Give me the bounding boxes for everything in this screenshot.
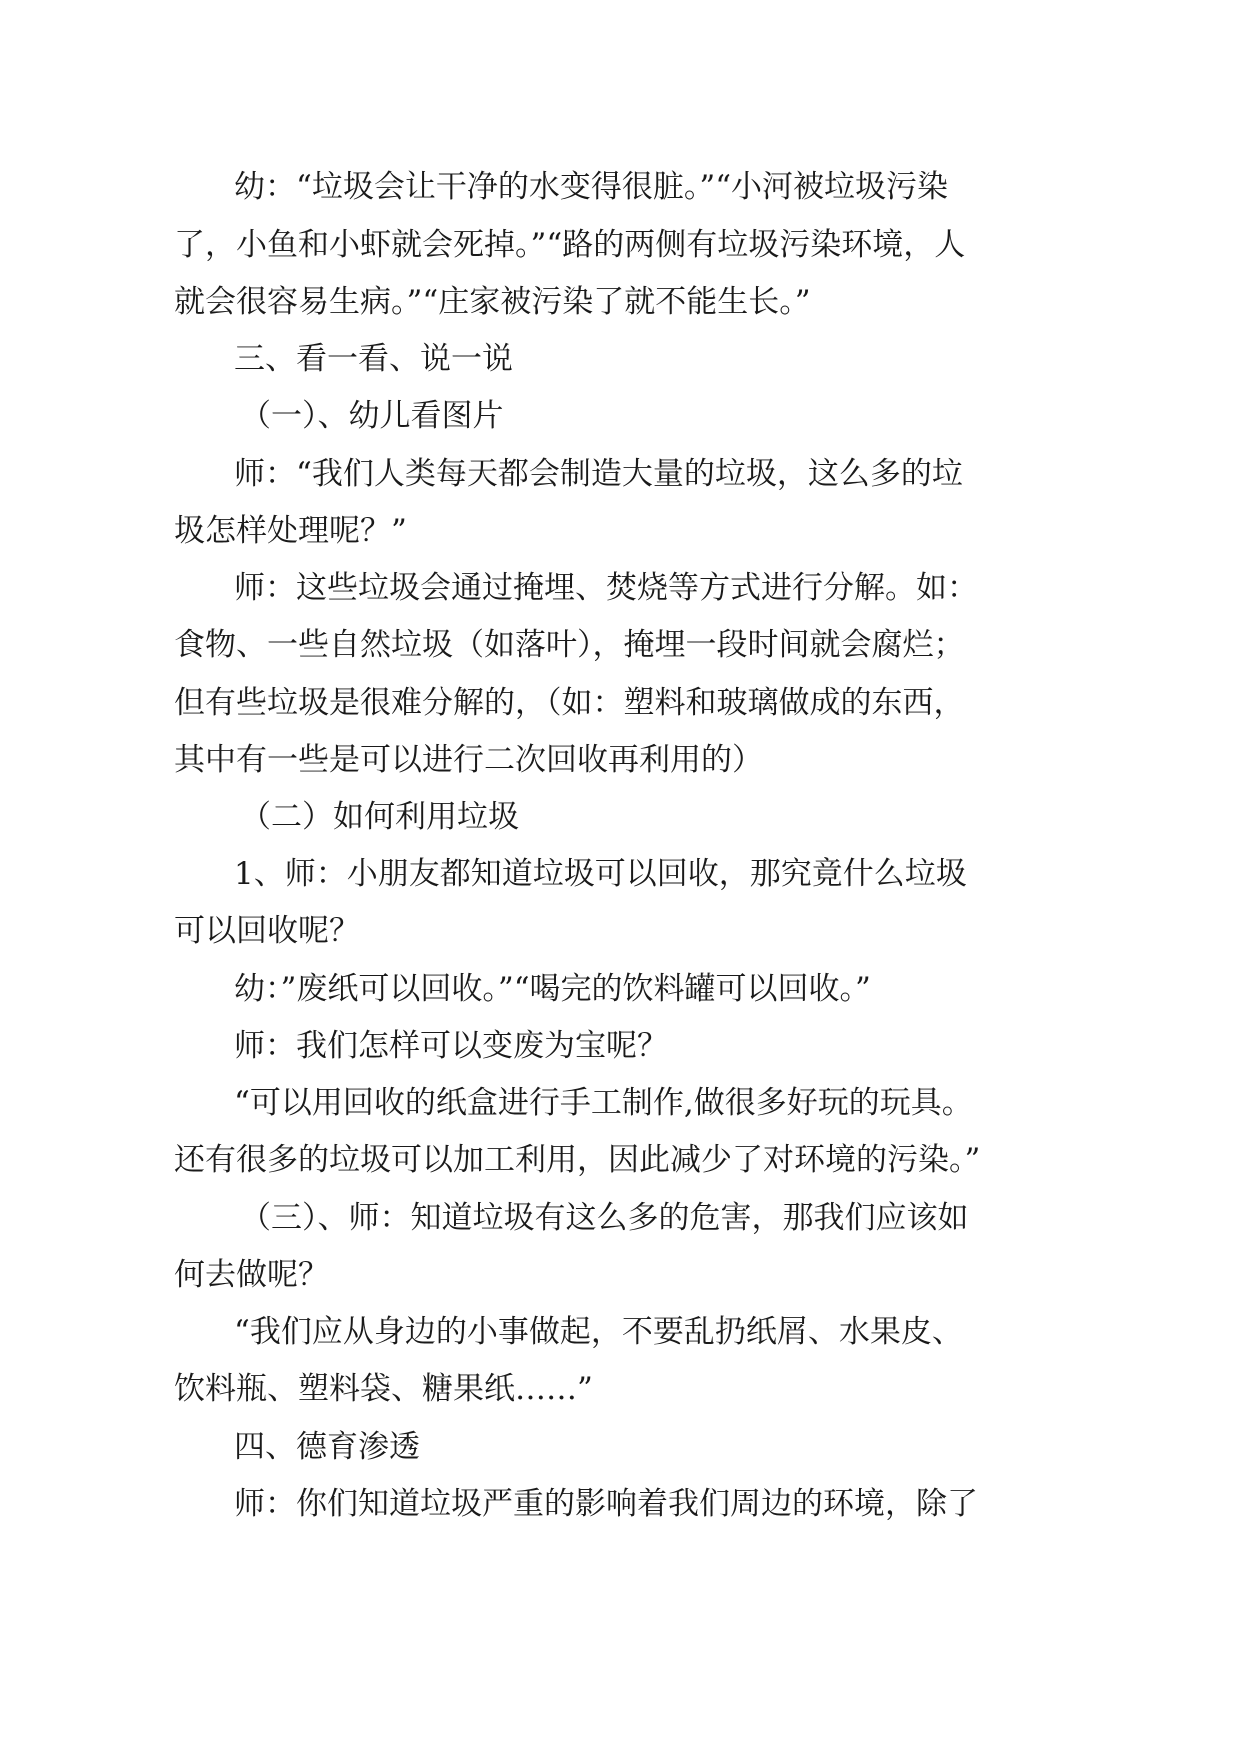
text-line: “我们应从身边的小事做起，不要乱扔纸屑、水果皮、 (234, 1314, 963, 1350)
text-line: 何去做呢？ (174, 1257, 329, 1293)
text-line: 其中有一些是可以进行二次回收再利用的） (174, 742, 763, 778)
subsection-heading: （三）、师：知道垃圾有这么多的危害，那我们应该如 (240, 1200, 969, 1236)
text-line: 幼：“垃圾会让干净的水变得很脏。”“小河被垃圾污染 (234, 169, 949, 205)
subsection-heading: （二）如何利用垃圾 (240, 799, 519, 835)
section-heading: 四、德育渗透 (234, 1429, 420, 1465)
text-line: 就会很容易生病。”“庄家被污染了就不能生长。” (174, 284, 811, 320)
subsection-heading: （一）、幼儿看图片 (240, 398, 504, 434)
text-line: “可以用回收的纸盒进行手工制作,做很多好玩的玩具。 (234, 1085, 973, 1121)
section-heading: 三、看一看、说一说 (234, 341, 513, 377)
text-line: 师：我们怎样可以变废为宝呢？ (234, 1028, 668, 1064)
text-line: 圾怎样处理呢？” (174, 513, 407, 549)
text-line: 幼：”废纸可以回收。”“喝完的饮料罐可以回收。” (234, 971, 871, 1007)
text-line: 师：你们知道垃圾严重的影响着我们周边的环境，除了 (234, 1486, 978, 1522)
text-line: 师：“我们人类每天都会制造大量的垃圾，这么多的垃 (234, 456, 963, 492)
text-line: 还有很多的垃圾可以加工利用，因此减少了对环境的污染。” (174, 1142, 981, 1178)
text-line: 1、师：小朋友都知道垃圾可以回收，那究竟什么垃圾 (234, 856, 967, 892)
text-line: 了，小鱼和小虾就会死掉。”“路的两侧有垃圾污染环境，人 (174, 227, 966, 263)
text-line: 但有些垃圾是很难分解的，（如：塑料和玻璃做成的东西， (174, 685, 965, 721)
text-line: 食物、一些自然垃圾（如落叶），掩埋一段时间就会腐烂； (174, 627, 965, 663)
text-line: 师：这些垃圾会通过掩埋、焚烧等方式进行分解。如： (234, 570, 978, 606)
text-line: 饮料瓶、塑料袋、糖果纸……” (174, 1371, 593, 1407)
text-line: 可以回收呢？ (174, 913, 360, 949)
